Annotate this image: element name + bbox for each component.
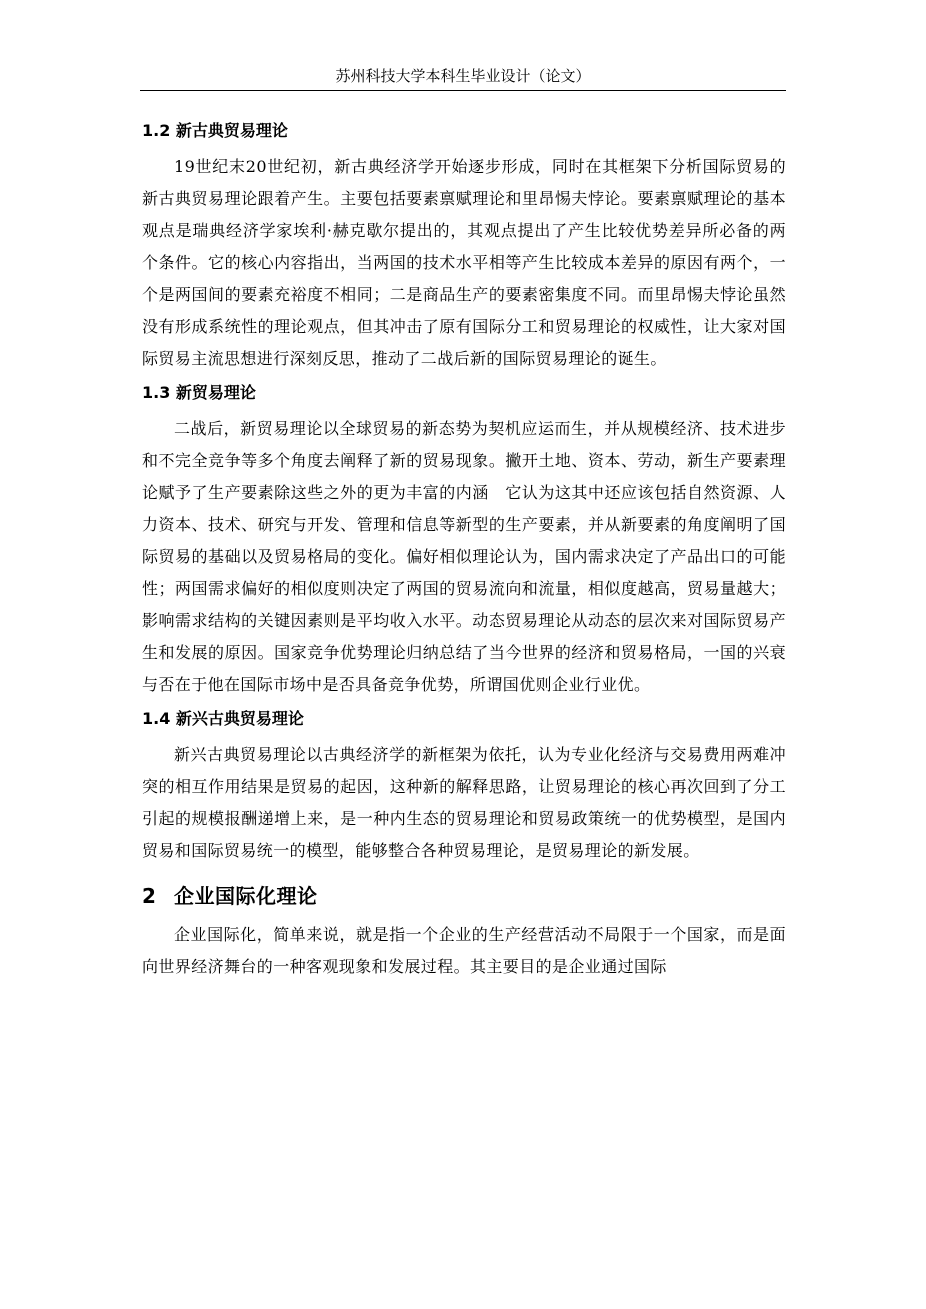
header-rule — [140, 90, 786, 91]
chapter-heading-2 — [142, 879, 786, 913]
page-header: 苏州科技大学本科生毕业设计（论文） — [335, 67, 591, 85]
section-paragraph-1-3: 二战后，新贸易理论以全球贸易的新态势为契机应运而生，并从规模经济、技术进步和不完全竞争等多个角度去阐释了新的贸易现象。撇开土地、资本、劳动，新生产要素理论赋予了生产要素除这些之外的更为丰富的内涵 它认为这其中还应该包括自然资源、人力资本、技术、研究与开发、管理和信息等新型的生产要素，并从新要素的角度阐明了国际贸易的基础以及贸易格局的变化。偏好相似理论认为，国内需求决定了产品出口的可能性；两国需求偏好的相似度则决定了两国的贸易流向和流量，相似度越高，贸易量越大；影响需求结构的关键因素则是平均收入水平。动态贸易理论从动态的层次来对国际贸易产生和发展的原因。国家竞争优势理论归纳总结了当今世界的经济和贸易格局，一国的兴衰与否在于他在国际市场中是否具备竞争优势，所谓国优则企业行业优。 — [142, 419, 786, 694]
section-heading-1-4: 1.4 新兴古典贸易理论 — [142, 709, 304, 728]
section-heading-1-2: 1.2 新古典贸易理论 — [142, 121, 288, 140]
section-paragraph-1-4: 新兴古典贸易理论以古典经济学的新框架为依托，认为专业化经济与交易费用两难冲突的相互作用结果是贸易的起因，这种新的解释思路，让贸易理论的核心再次回到了分工引起的规模报酬递增上来，是一种内生态的贸易理论和贸易政策统一的优势模型，是国内贸易和国际贸易统一的模型，能够整合各种贸易理论，是贸易理论的新发展。 — [142, 745, 786, 860]
page-body — [142, 117, 786, 987]
section-heading-1-3: 1.3 新贸易理论 — [142, 383, 256, 402]
chapter-paragraph-2: 企业国际化，简单来说，就是指一个企业的生产经营活动不局限于一个国家，而是面向世界经济舞台的一种客观现象和发展过程。其主要目的是企业通过国际 — [142, 925, 786, 976]
section-paragraph-1-2: 19世纪末20世纪初，新古典经济学开始逐步形成，同时在其框架下分析国际贸易的新古典贸易理论跟着产生。主要包括要素禀赋理论和里昂惕夫悖论。要素禀赋理论的基本观点是瑞典经济学家埃利·赫克歇尔提出的，其观点提出了产生比较优势差异所必备的两个条件。它的核心内容指出，当两国的技术水平相等产生比较成本差异的原因有两个，一个是两国间的要素充裕度不相同；二是商品生产的要素密集度不同。而里昂惕夫悖论虽然没有形成系统性的理论观点，但其冲击了原有国际分工和贸易理论的权威性，让大家对国际贸易主流思想进行深刻反思，推动了二战后新的国际贸易理论的诞生。 — [142, 157, 786, 368]
chapter-number: 2 — [142, 884, 157, 908]
chapter-title: 企业国际化理论 — [174, 884, 318, 908]
